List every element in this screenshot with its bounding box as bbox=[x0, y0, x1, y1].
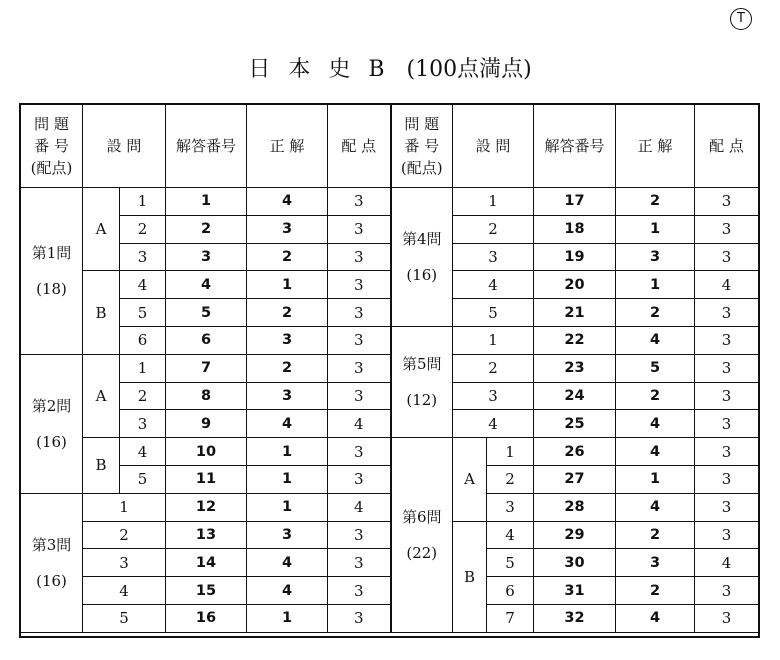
correct-cell: 2 bbox=[616, 188, 695, 216]
correct-cell: 5 bbox=[616, 354, 695, 382]
correct-cell: 4 bbox=[247, 577, 328, 605]
answer-no-cell: 29 bbox=[534, 521, 616, 549]
answer-no-cell: 19 bbox=[534, 243, 616, 271]
correct-cell: 1 bbox=[247, 438, 328, 466]
correct-cell: 2 bbox=[247, 299, 328, 327]
question-cell bbox=[21, 354, 83, 493]
points-cell: 3 bbox=[328, 299, 391, 327]
sub-cell: 4 bbox=[83, 577, 166, 605]
answer-no-cell: 14 bbox=[166, 549, 247, 577]
table-row bbox=[21, 438, 759, 466]
sub-cell: 2 bbox=[487, 465, 534, 493]
answer-no-cell: 10 bbox=[166, 438, 247, 466]
question-points: (16) bbox=[36, 571, 67, 590]
correct-cell: 1 bbox=[247, 271, 328, 299]
points-cell: 3 bbox=[695, 521, 759, 549]
sub-cell: 5 bbox=[453, 299, 534, 327]
sub-cell: 7 bbox=[487, 604, 534, 632]
points-cell: 3 bbox=[695, 438, 759, 466]
table-row bbox=[21, 271, 759, 299]
correct-cell: 4 bbox=[247, 410, 328, 438]
table-row bbox=[21, 549, 759, 577]
points-cell: 3 bbox=[328, 271, 391, 299]
points-cell: 3 bbox=[695, 243, 759, 271]
points-cell: 3 bbox=[695, 410, 759, 438]
table-row bbox=[21, 382, 759, 410]
sub-cell: 2 bbox=[83, 521, 166, 549]
header-correct: 正 解 bbox=[616, 105, 695, 188]
header-question-no bbox=[391, 105, 453, 188]
answer-no-cell: 5 bbox=[166, 299, 247, 327]
header-question-line1: 問 題 bbox=[34, 115, 69, 133]
header-correct: 正 解 bbox=[247, 105, 328, 188]
answer-no-cell: 25 bbox=[534, 410, 616, 438]
correct-cell: 3 bbox=[247, 382, 328, 410]
answer-no-cell: 26 bbox=[534, 438, 616, 466]
correct-cell: 2 bbox=[616, 299, 695, 327]
correct-cell: 1 bbox=[616, 215, 695, 243]
sub-cell: 2 bbox=[453, 215, 534, 243]
table-row bbox=[21, 577, 759, 605]
table-row bbox=[21, 215, 759, 243]
answer-no-cell: 13 bbox=[166, 521, 247, 549]
sub-cell: 1 bbox=[120, 188, 166, 216]
sub-cell: 3 bbox=[120, 243, 166, 271]
question-label: 第5問 bbox=[401, 355, 442, 374]
table-row bbox=[21, 299, 759, 327]
correct-cell: 2 bbox=[247, 243, 328, 271]
sub-cell: 3 bbox=[83, 549, 166, 577]
answer-no-cell: 18 bbox=[534, 215, 616, 243]
points-cell: 3 bbox=[328, 382, 391, 410]
group-cell: B bbox=[83, 438, 120, 494]
header-question-line2: 番 号 bbox=[404, 137, 440, 155]
answer-no-cell: 15 bbox=[166, 577, 247, 605]
correct-cell: 4 bbox=[616, 493, 695, 521]
sub-cell: 4 bbox=[453, 410, 534, 438]
points-cell: 3 bbox=[328, 188, 391, 216]
answer-no-cell: 7 bbox=[166, 354, 247, 382]
points-cell: 4 bbox=[328, 493, 391, 521]
header-question-line3: (配点) bbox=[30, 159, 73, 177]
sub-cell: 1 bbox=[453, 326, 534, 354]
correct-cell: 1 bbox=[616, 465, 695, 493]
answer-no-cell: 28 bbox=[534, 493, 616, 521]
answer-no-cell: 22 bbox=[534, 326, 616, 354]
question-cell bbox=[391, 438, 453, 633]
title-main: 日本史B bbox=[248, 57, 403, 82]
answer-no-cell: 30 bbox=[534, 549, 616, 577]
question-cell bbox=[21, 493, 83, 632]
correct-cell: 4 bbox=[616, 438, 695, 466]
header-answer-no: 解答番号 bbox=[534, 105, 616, 188]
header-sub-question: 設 問 bbox=[453, 105, 534, 188]
sub-cell: 2 bbox=[453, 354, 534, 382]
answer-no-cell: 16 bbox=[166, 604, 247, 632]
answer-no-cell: 31 bbox=[534, 577, 616, 605]
sub-cell: 2 bbox=[120, 215, 166, 243]
group-cell: A bbox=[453, 438, 487, 521]
points-cell: 3 bbox=[695, 465, 759, 493]
sub-cell: 1 bbox=[120, 354, 166, 382]
title-sub: (100点満点) bbox=[406, 57, 532, 82]
sub-cell: 3 bbox=[453, 243, 534, 271]
points-cell: 3 bbox=[695, 326, 759, 354]
points-cell: 3 bbox=[695, 493, 759, 521]
answer-no-cell: 6 bbox=[166, 326, 247, 354]
group-cell: A bbox=[83, 354, 120, 437]
sub-cell: 3 bbox=[120, 410, 166, 438]
points-cell: 3 bbox=[328, 577, 391, 605]
points-cell: 3 bbox=[695, 188, 759, 216]
table-row bbox=[21, 604, 759, 632]
answer-no-cell: 3 bbox=[166, 243, 247, 271]
header-answer-no: 解答番号 bbox=[166, 105, 247, 188]
correct-cell: 1 bbox=[247, 604, 328, 632]
correct-cell: 3 bbox=[247, 521, 328, 549]
answer-key-table bbox=[20, 104, 759, 633]
question-label: 第4問 bbox=[401, 229, 442, 248]
t-circle-mark: T bbox=[730, 8, 752, 30]
sub-cell: 3 bbox=[487, 493, 534, 521]
answer-no-cell: 4 bbox=[166, 271, 247, 299]
points-cell: 3 bbox=[328, 354, 391, 382]
header-row bbox=[21, 105, 759, 188]
header-points: 配 点 bbox=[695, 105, 759, 188]
points-cell: 3 bbox=[328, 326, 391, 354]
answer-no-cell: 1 bbox=[166, 188, 247, 216]
question-points: (18) bbox=[36, 279, 67, 298]
sub-cell: 6 bbox=[487, 577, 534, 605]
header-question-no bbox=[21, 105, 83, 188]
header-question-line1: 問 題 bbox=[404, 115, 440, 133]
table-row bbox=[21, 493, 759, 521]
answer-no-cell: 8 bbox=[166, 382, 247, 410]
answer-no-cell: 32 bbox=[534, 604, 616, 632]
correct-cell: 4 bbox=[616, 410, 695, 438]
correct-cell: 4 bbox=[247, 188, 328, 216]
header-question-line3: (配点) bbox=[400, 159, 443, 177]
correct-cell: 1 bbox=[616, 271, 695, 299]
question-label: 第1問 bbox=[31, 243, 72, 262]
sub-cell: 6 bbox=[120, 326, 166, 354]
points-cell: 3 bbox=[695, 354, 759, 382]
table-row bbox=[21, 188, 759, 216]
points-cell: 3 bbox=[695, 577, 759, 605]
answer-no-cell: 27 bbox=[534, 465, 616, 493]
question-label: 第3問 bbox=[31, 535, 72, 554]
page-title bbox=[0, 52, 780, 83]
sub-cell: 4 bbox=[120, 438, 166, 466]
table-row bbox=[21, 410, 759, 438]
correct-cell: 4 bbox=[616, 326, 695, 354]
answer-no-cell: 23 bbox=[534, 354, 616, 382]
question-points: (16) bbox=[36, 432, 67, 451]
sub-cell: 5 bbox=[487, 549, 534, 577]
correct-cell: 3 bbox=[247, 326, 328, 354]
group-cell: B bbox=[453, 521, 487, 632]
table-row bbox=[21, 354, 759, 382]
correct-cell: 2 bbox=[616, 577, 695, 605]
group-cell: B bbox=[83, 271, 120, 354]
correct-cell: 1 bbox=[247, 493, 328, 521]
points-cell: 3 bbox=[328, 215, 391, 243]
answer-no-cell: 12 bbox=[166, 493, 247, 521]
points-cell: 4 bbox=[695, 549, 759, 577]
question-cell bbox=[21, 188, 83, 355]
points-cell: 3 bbox=[328, 604, 391, 632]
points-cell: 3 bbox=[695, 215, 759, 243]
correct-cell: 3 bbox=[616, 243, 695, 271]
points-cell: 3 bbox=[328, 521, 391, 549]
sub-cell: 4 bbox=[120, 271, 166, 299]
correct-cell: 3 bbox=[616, 549, 695, 577]
answer-no-cell: 11 bbox=[166, 465, 247, 493]
question-points: (22) bbox=[406, 543, 438, 562]
points-cell: 3 bbox=[328, 549, 391, 577]
question-points: (12) bbox=[406, 391, 438, 410]
sub-cell: 1 bbox=[487, 438, 534, 466]
sub-cell: 4 bbox=[487, 521, 534, 549]
points-cell: 3 bbox=[328, 438, 391, 466]
table-row bbox=[21, 243, 759, 271]
answer-no-cell: 21 bbox=[534, 299, 616, 327]
points-cell: 3 bbox=[695, 299, 759, 327]
answer-no-cell: 2 bbox=[166, 215, 247, 243]
sub-cell: 5 bbox=[120, 465, 166, 493]
correct-cell: 4 bbox=[616, 604, 695, 632]
answer-no-cell: 20 bbox=[534, 271, 616, 299]
points-cell: 4 bbox=[695, 271, 759, 299]
correct-cell: 3 bbox=[247, 215, 328, 243]
correct-cell: 4 bbox=[247, 549, 328, 577]
question-points: (16) bbox=[406, 265, 438, 284]
correct-cell: 1 bbox=[247, 465, 328, 493]
correct-cell: 2 bbox=[616, 521, 695, 549]
answer-no-cell: 9 bbox=[166, 410, 247, 438]
sub-cell: 5 bbox=[120, 299, 166, 327]
sub-cell: 5 bbox=[83, 604, 166, 632]
header-sub-question: 設 問 bbox=[83, 105, 166, 188]
answer-no-cell: 24 bbox=[534, 382, 616, 410]
question-label: 第6問 bbox=[401, 507, 442, 526]
points-cell: 3 bbox=[695, 382, 759, 410]
sub-cell: 4 bbox=[453, 271, 534, 299]
table-row bbox=[21, 326, 759, 354]
question-label: 第2問 bbox=[31, 396, 72, 415]
table-row bbox=[21, 521, 759, 549]
sub-cell: 1 bbox=[83, 493, 166, 521]
answer-no-cell: 17 bbox=[534, 188, 616, 216]
question-cell bbox=[391, 326, 453, 437]
header-question-line2: 番 号 bbox=[34, 137, 69, 155]
sub-cell: 3 bbox=[453, 382, 534, 410]
sub-cell: 1 bbox=[453, 188, 534, 216]
sub-cell: 2 bbox=[120, 382, 166, 410]
question-cell bbox=[391, 188, 453, 327]
group-cell: A bbox=[83, 188, 120, 271]
header-points: 配 点 bbox=[328, 105, 391, 188]
correct-cell: 2 bbox=[616, 382, 695, 410]
table-row bbox=[21, 465, 759, 493]
correct-cell: 2 bbox=[247, 354, 328, 382]
points-cell: 3 bbox=[328, 465, 391, 493]
points-cell: 3 bbox=[695, 604, 759, 632]
points-cell: 4 bbox=[328, 410, 391, 438]
points-cell: 3 bbox=[328, 243, 391, 271]
